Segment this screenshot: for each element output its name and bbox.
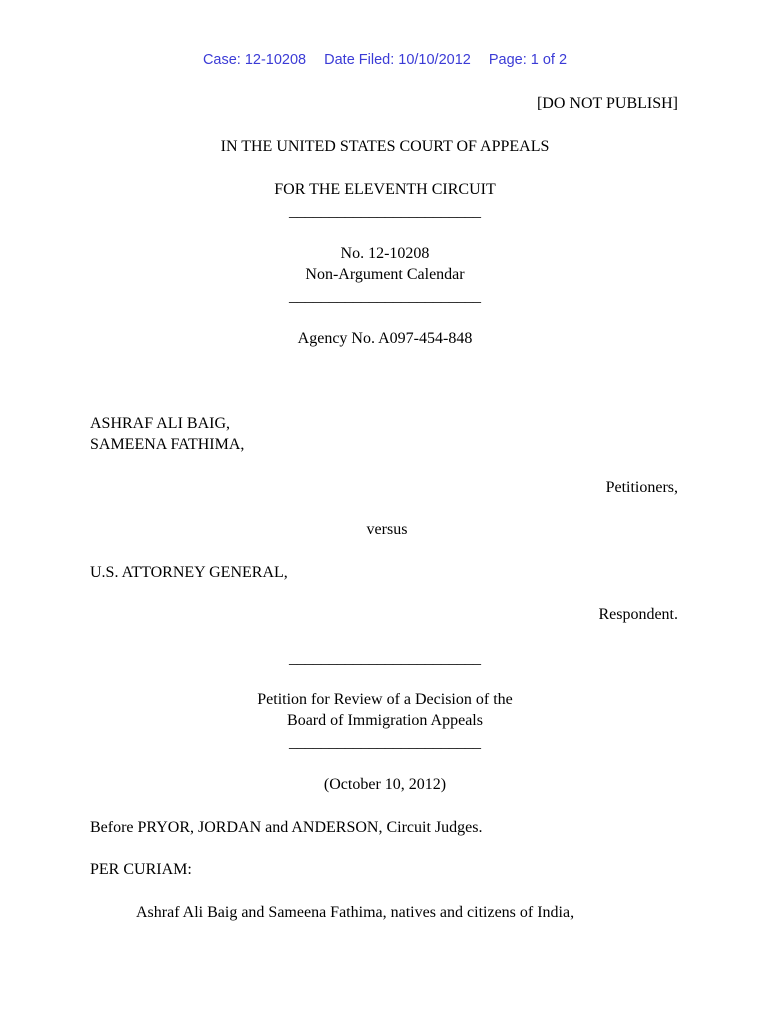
case-number-header: Case: 12-10208 <box>202 52 307 68</box>
separator-4: ________________________ <box>289 734 481 751</box>
petitioner-2: SAMEENA FATHIMA, <box>90 436 245 453</box>
court-name: IN THE UNITED STATES COURT OF APPEALS <box>220 138 550 155</box>
separator-2: ________________________ <box>289 288 481 305</box>
petitioner-1: ASHRAF ALI BAIG, <box>90 415 231 432</box>
versus-text: versus <box>366 521 408 538</box>
decision-date: (October 10, 2012) <box>323 776 447 793</box>
opinion-body-start: Ashraf Ali Baig and Sameena Fathima, natives and citizens of India, <box>136 904 575 921</box>
calendar-type: Non-Argument Calendar <box>305 266 465 283</box>
publish-status: [DO NOT PUBLISH] <box>536 95 678 112</box>
circuit-name: FOR THE ELEVENTH CIRCUIT <box>274 181 496 198</box>
per-curiam-heading: PER CURIAM: <box>90 861 192 878</box>
respondent-name: U.S. ATTORNEY GENERAL, <box>90 564 288 581</box>
separator-3: ________________________ <box>289 650 481 667</box>
judges-line: Before PRYOR, JORDAN and ANDERSON, Circuit Judges. <box>90 819 483 836</box>
petitioners-label: Petitioners, <box>605 479 678 496</box>
docket-number: No. 12-10208 <box>340 245 430 262</box>
respondent-label: Respondent. <box>598 606 678 623</box>
separator-1: ________________________ <box>289 203 481 220</box>
petition-line-1: Petition for Review of a Decision of the <box>257 691 513 708</box>
petition-line-2: Board of Immigration Appeals <box>287 712 483 729</box>
date-filed-header: Date Filed: 10/10/2012 <box>324 52 471 68</box>
case-header <box>0 50 770 70</box>
agency-number: Agency No. A097-454-848 <box>297 330 473 347</box>
page-count-header: Page: 1 of 2 <box>488 52 568 68</box>
